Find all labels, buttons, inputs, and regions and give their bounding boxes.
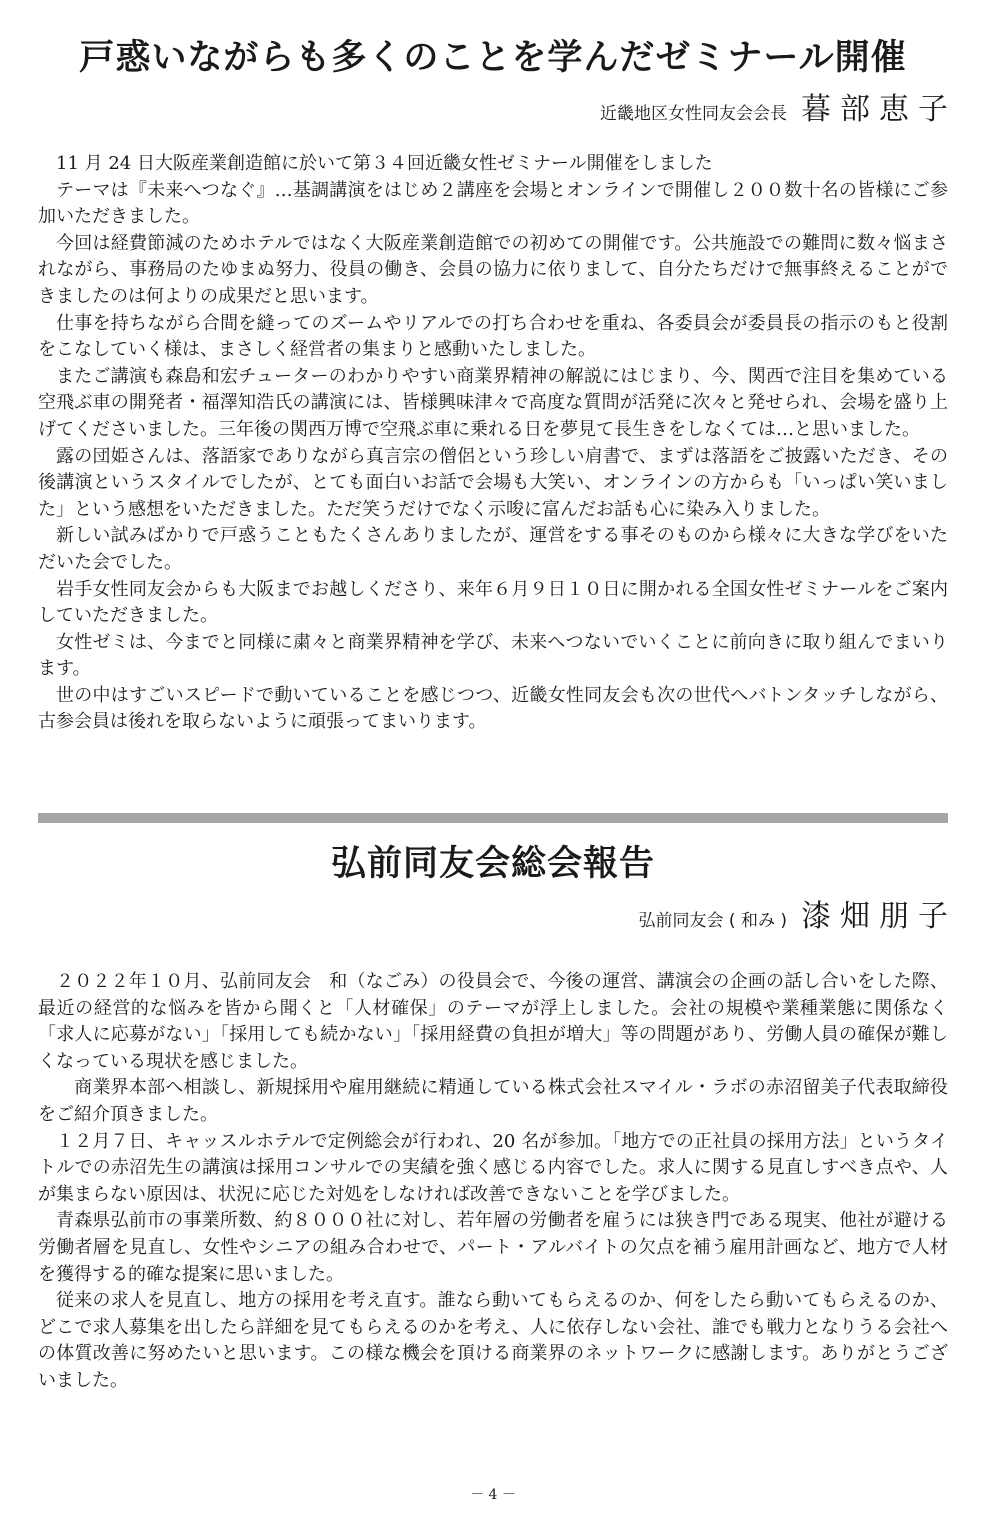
article-paragraph: 世の中はすごいスピードで動いていることを感じつつ、近畿女性同友会も次の世代へバトンタッチしながら、古参会員は後れを取らないように頑張ってまいります。 xyxy=(38,684,948,733)
article-body xyxy=(38,151,948,736)
article-paragraph: 岩手女性同友会からも大阪までお越しくださり、来年６月９日１０日に開かれる全国女性ゼミナールをご案内していただきました。 xyxy=(38,578,948,627)
page-number: － 4 － xyxy=(470,1487,516,1503)
section-divider xyxy=(38,813,948,823)
article-paragraph: 11 月 24 日大阪産業創造館に於いて第３４回近畿女性ゼミナール開催をしました xyxy=(56,153,713,174)
article-paragraph: 今回は経費節減のためホテルではなく大阪産業創造館での初めての開催です。公共施設での難問に数々悩まされながら、事務局のたゆまぬ努力、役員の働き、会員の協力に依りまして、自分たちだけで無事終えることができましたのは何よりの成果だと思います。 xyxy=(38,232,948,307)
author-byline xyxy=(600,84,957,128)
author-organization: 近畿地区女性同友会会長 xyxy=(600,104,787,124)
article-paragraph: 女性ゼミは、今までと同様に粛々と商業界精神を学び、未来へつないでいくことに前向きに取り組んでまいります。 xyxy=(38,631,948,680)
article-title: 弘前同友会総会報告 xyxy=(330,844,655,884)
article-paragraph: １２月７日、キャッスルホテルで定例総会が行われ、20 名が参加。「地方での正社員の採用方法」というタイトルでの赤沼先生の講演は採用コンサルでの実績を強く感じる内容でした。求人に関する見直しすべき点や、人が集まらない原因は、状況に応じた対処をしなければ改善できないことを学びました。 xyxy=(38,1130,948,1205)
author-organization: 弘前同友会 ( 和み ) xyxy=(638,911,787,931)
author-byline xyxy=(638,891,957,935)
article-title: 戸惑いながらも多くのことを学んだゼミナール開催 xyxy=(79,38,907,78)
article-paragraph: またご講演も森島和宏チューターのわかりやすい商業界精神の解説にはじまり、今、関西で注目を集めている空飛ぶ車の開発者・福澤知浩氏の講演には、皆様興味津々で高度な質問が活発に次々と発せられ、会場を盛り上げてくださいました。三年後の関西万博で空飛ぶ車に乗れる日を夢見て長生きをしなくては…と思いました。 xyxy=(38,365,948,440)
article-body xyxy=(38,969,948,1395)
article-paragraph: ２０２２年１０月、弘前同友会 和（なごみ）の役員会で、今後の運営、講演会の企画の話し合いをした際、最近の経営的な悩みを皆から聞くと「人材確保」のテーマが浮上しました。会社の規模や業種業態に関係なく「求人に応募がない」「採用しても続かない」「採用経費の負担が増大」等の問題があり、労働人員の確保が難しくなっている現状を感じました。 xyxy=(38,971,948,1072)
article-paragraph: テーマは『未来へつなぐ』…基調講演をはじめ２講座を会場とオンラインで開催し２００数十名の皆様にご参加いただきました。 xyxy=(38,179,948,228)
article-paragraph: 露の団姫さんは、落語家でありながら真言宗の僧侶という珍しい肩書で、まずは落語をご披露いただき、その後講演というスタイルでしたが、とても面白いお話で会場も大笑い、オンラインの方からも「いっぱい笑いました」という感想をいただきました。ただ笑うだけでなく示唆に富んだお話も心に染み入りました。 xyxy=(38,445,948,520)
author-name: 漆畑朋子 xyxy=(801,899,957,934)
article-paragraph: 新しい試みばかりで戸惑うこともたくさんありましたが、運営をする事そのものから様々に大きな学びをいただいた会でした。 xyxy=(38,525,948,573)
article-paragraph: 従来の求人を見直し、地方の採用を考え直す。誰なら動いてもらえるのか、何をしたら動いてもらえるのか、どこで求人募集を出したら詳細を見てもらえるのかを考え、人に依存しない会社、誰でも戦力となりうる会社への体質改善に努めたいと思います。この様な機会を頂ける商業界のネットワークに感謝します。ありがとうございました。 xyxy=(38,1290,948,1391)
article-paragraph: 仕事を持ちながら合間を縫ってのズームやリアルでの打ち合わせを重ね、各委員会が委員長の指示のもと役割をこなしていく様は、まさしく経営者の集まりと感動いたしました。 xyxy=(38,312,948,361)
article-paragraph: 商業界本部へ相談し、新規採用や雇用継続に精通している株式会社スマイル・ラボの赤沼留美子代表取締役をご紹介頂きました。 xyxy=(38,1077,948,1125)
author-name: 暮部恵子 xyxy=(801,92,957,127)
article-paragraph: 青森県弘前市の事業所数、約８０００社に対し、若年層の労働者を雇うには狭き門である現実、他社が避ける労働者層を見直し、女性やシニアの組み合わせで、パート・アルバイトの欠点を補う雇用計画など、地方で人材を獲得する的確な提案に思いました。 xyxy=(38,1210,948,1285)
